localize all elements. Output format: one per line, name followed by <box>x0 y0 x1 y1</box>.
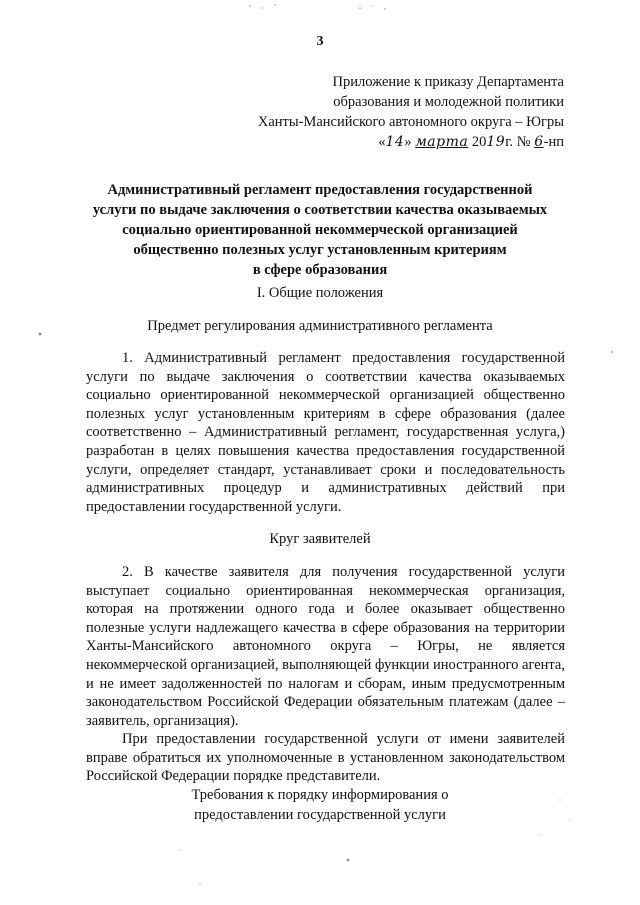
applicants-heading: Круг заявителей <box>269 531 371 547</box>
requirements-line-2: предоставлении государственной услуги <box>194 807 446 823</box>
appendix-line-2: образования и молодежной политики <box>333 94 564 110</box>
title-line-3: социально ориентированной некоммерческой организацией <box>122 222 518 238</box>
appendix-block <box>258 72 564 152</box>
paragraph-2-text: 2. В качестве заявителя для получения государственной услуги выступает социально ориентированная некоммерческая организация, которая на протяжении одного года и более оказывает общественно полезные услуги надлежащего качества в сфере образования на территории Ханты-Мансийского автономного округа – Югры, не является некоммерческой организацией, выполняющей функции иностранного агента, и не имеет задолженностей по налогам и сборам, иным предусмотренным законодательством Российской Федерации обязательным платежам (далее – заявитель, организация). <box>86 564 565 729</box>
paragraph-2 <box>86 563 565 730</box>
order-number: 6 <box>534 134 544 150</box>
paragraph-3-text: При предоставлении государственной услуги от имени заявителей вправе обратиться их уполномоченные в установленном законодательством Российской Федерации порядке представители. <box>86 731 565 785</box>
year-label: г. № <box>505 134 531 150</box>
requirements-line-1: Требования к порядку информирования о <box>191 787 449 803</box>
date-year-suffix: 19 <box>486 134 506 150</box>
subject-heading: Предмет регулирования административного регламента <box>147 318 493 334</box>
paragraph-1 <box>86 349 565 516</box>
date-day: 14 <box>385 134 405 150</box>
appendix-line-1: Приложение к приказу Департамента <box>332 74 564 90</box>
appendix-date-line: «14» марта 2019г. № 6-нп <box>378 134 564 150</box>
title-line-4: общественно полезных услуг установленным критериям <box>133 242 507 258</box>
order-suffix: -нп <box>543 134 564 150</box>
page-number: 3 <box>316 34 324 49</box>
paragraph-1-text: 1. Административный регламент предоставления государственной услуги по выдаче заключения о соответствии качества оказываемых социально ориентированной некоммерческой организацией общественно полезных услуг установленным критериям в сфере образования (далее соответственно – Административный регламент, государственная услуга,) разработан в целях повышения качества предоставления государственной услуги, определяет стандарт, устанавливает сроки и последовательность административных процедур и административных действий при предоставлении государственной услуги. <box>86 350 565 515</box>
title-line-1: Административный регламент предоставления государственной <box>107 182 533 198</box>
title-line-5: в сфере образования <box>252 262 388 278</box>
title-line-2: услуги по выдаче заключения о соответствии качества оказываемых <box>92 202 548 218</box>
date-month: марта <box>415 134 469 150</box>
requirements-heading <box>60 785 580 825</box>
date-year-prefix: 20 <box>471 134 487 150</box>
appendix-line-3: Ханты-Мансийского автономного округа – Югры <box>257 114 564 130</box>
paragraph-3 <box>86 730 565 786</box>
document-title <box>60 180 580 280</box>
section-heading-general: I. Общие положения <box>256 285 384 301</box>
